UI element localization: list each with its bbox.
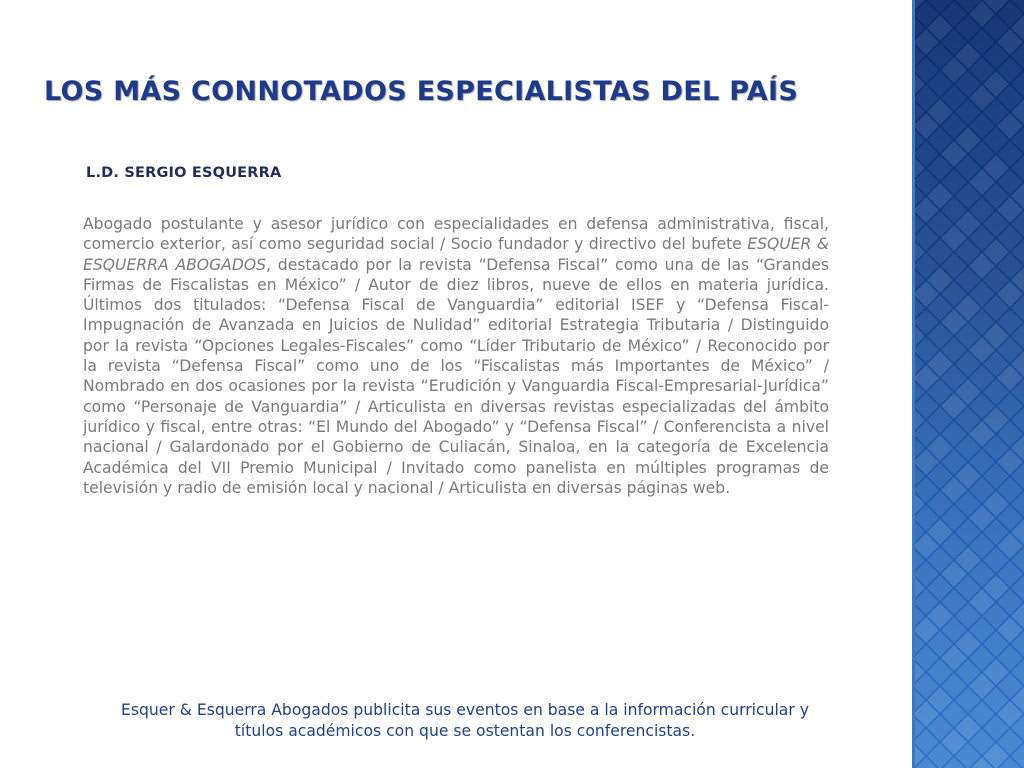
side-band-edge — [912, 0, 915, 768]
bio-part-2: , destacado por la revista “Defensa Fiscal” como una de las “Grandes Firmas de Fiscalistas en México” / Autor de diez libros, nueve de ellos en materia jurídica. Últimos dos titulados: “Defensa Fiscal de Vanguardia” editorial ISEF y “Defensa Fiscal-Impugnación de Avanzada en Juicios de Nulidad” editorial Estrategia Tributaria / Distinguido por la revista “Opciones Legales-Fiscales” como “Líder Tributario de México” / Reconocido por la revista “Defensa Fiscal” como uno de los “Fiscalistas más Importantes de México” / Nombrado en dos ocasiones por la revista “Erudición y Vanguardia Fiscal-Empresarial-Jurídica” como “Personaje de Vanguardia” / Articulista en diversas revistas especializadas del ámbito jurídico y fiscal, entre otras: “El Mundo del Abogado” y “Defensa Fiscal” / Conferencista a nivel nacional / Galardonado por el Gobierno de Culiacán, Sinaloa, en la categoría de Excelencia Académica del VII Premio Municipal / Invitado como panelista en múltiples programas de televisión y radio de emisión local y nacional / Articulista en diversas páginas web. — [83, 255, 830, 497]
diamond-pattern — [912, 0, 1024, 768]
speaker-name: L.D. SERGIO ESQUERRA — [86, 165, 282, 181]
speaker-bio — [83, 214, 829, 498]
firm-name: ESQUER & ESQUERRA ABOGADOS — [83, 235, 829, 274]
footer-disclaimer: Esquer & Esquerra Abogados publicita sus eventos en base a la información curricular y títulos académicos con que se ostentan los conferencistas. — [121, 701, 809, 740]
bio-part-1: Abogado postulante y asesor jurídico con especialidades en defensa administrativa, fiscal, comercio exterior, así como seguridad social / Socio fundador y directivo del bufete — [83, 215, 829, 254]
page-title: LOS MÁS CONNOTADOS ESPECIALISTAS DEL PAÍS — [44, 76, 799, 107]
decorative-side-band — [912, 0, 1024, 768]
